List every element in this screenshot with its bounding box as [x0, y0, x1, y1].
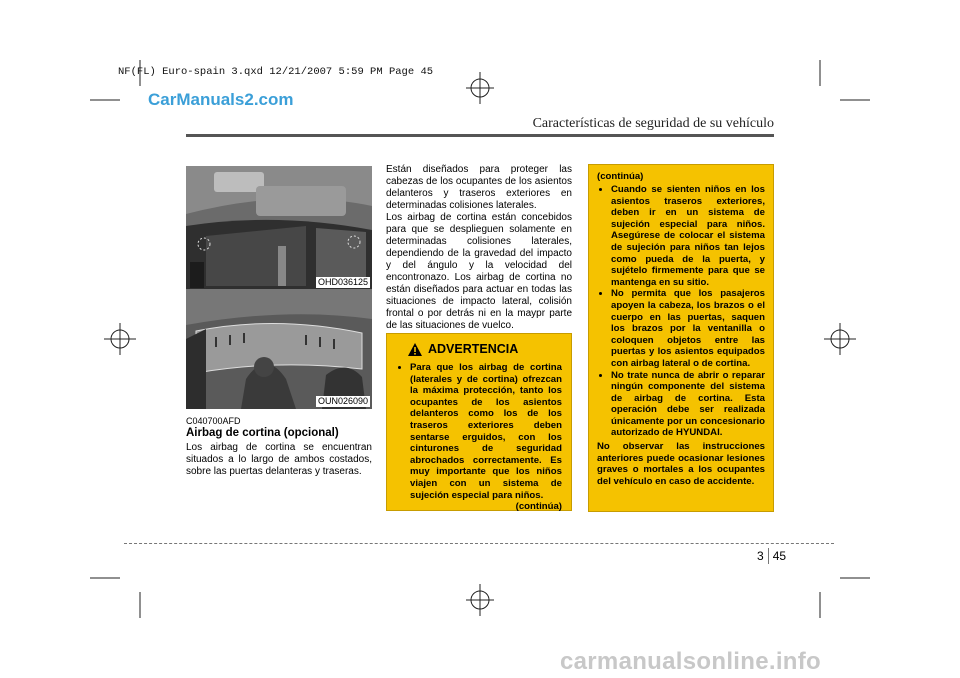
continued-item: • No permita que los pasajeros apoyen la cabeza, los brazos o el cuerpo en las puertas, saquen los brazos por la ventanilla o coloquen objetos entre las puertas y los asientos equipados con airbag lateral o de cortina.	[611, 288, 765, 369]
warning-item: • Para que los airbag de cortina (laterales y de cortina) ofrezcan la máxima protección, tanto los ocupantes de los asientos delanteros como los de los traseros exteriores deben sentarse erguidos, con los cinturones de seguridad abrochados correctamente. Es muy importante que los niños viajen con un sistema de sujeción especial para niños.	[410, 362, 562, 501]
warning-list	[396, 362, 562, 501]
continued-list	[597, 184, 765, 439]
warning-title	[408, 342, 562, 356]
curtain-airbag-deployment-illustration	[186, 289, 372, 409]
intro-paragraph: Los airbag de cortina se encuentran situados a lo largo de ambos costados, sobre las puertas delanteras y traseras.	[186, 442, 372, 477]
header-rule	[186, 134, 774, 137]
section-heading: Airbag de cortina (opcional)	[186, 427, 339, 439]
figure-curtain-airbag	[186, 289, 372, 409]
figure-label: OUN026090	[317, 396, 368, 406]
figure-interior-ceiling	[186, 166, 372, 290]
footer-rule	[124, 543, 834, 544]
figure-label: OHD036125	[317, 277, 368, 287]
section-title: Características de seguridad de su vehículo	[532, 116, 774, 131]
warning-title-text: ADVERTENCIA	[428, 342, 519, 356]
site-watermark: carmanualsonline.info	[560, 648, 822, 675]
continued-header: (continúa)	[597, 171, 644, 182]
warning-continued: (continúa)	[515, 501, 562, 513]
page-number-divider	[768, 548, 769, 564]
watermark-logo: CarManuals2.com	[148, 90, 294, 109]
page-number-value: 45	[772, 549, 787, 563]
warning-box	[386, 333, 572, 511]
middle-paragraph-2: Los airbag de cortina están concebidos para que se desplieguen solamente en determinadas colisiones laterales, dependiendo de la gravedad del impacto y del ángulo y la velocidad del encontronazo. Los airbag de cortina no están diseñados para actuar en todas las situaciones de impacto lateral, colisión frontal o por detrás ni en la maypr parte de las situaciones de vuelco.	[386, 212, 572, 331]
continued-item: • No trate nunca de abrir o reparar ningún componente del sistema de airbag de cortina. Esta operación debe ser realizada únicamente por un concesionario autorizado de HYUNDAI.	[611, 370, 765, 440]
section-code: C040700AFD	[186, 416, 241, 426]
continued-final: No observar las instrucciones anteriores puede ocasionar lesiones graves o mortales a los ocupantes del vehículo en caso de accidente.	[597, 441, 765, 487]
warning-triangle-icon	[408, 343, 422, 356]
continued-item: • Cuando se sienten niños en los asientos traseros exteriores, deben ir en un sistema de sujeción especial para niños. Asegúrese de colocar el sistema de sujeción para niños tan lejos como pueda de la puerta, y sujételo firmemente para que se mantenga en su sitio.	[611, 184, 765, 288]
middle-paragraph-1: Están diseñados para proteger las cabezas de los ocupantes de los asientos delanteros y traseros exteriores en determinadas colisiones laterales.	[386, 164, 572, 211]
chapter-number: 3	[757, 549, 764, 563]
page-number	[757, 548, 786, 564]
print-slug: NF(FL) Euro-spain 3.qxd 12/21/2007 5:59 PM Page 45	[118, 66, 434, 78]
airbag-ceiling-illustration	[186, 166, 372, 290]
continued-warning-box	[588, 164, 774, 512]
